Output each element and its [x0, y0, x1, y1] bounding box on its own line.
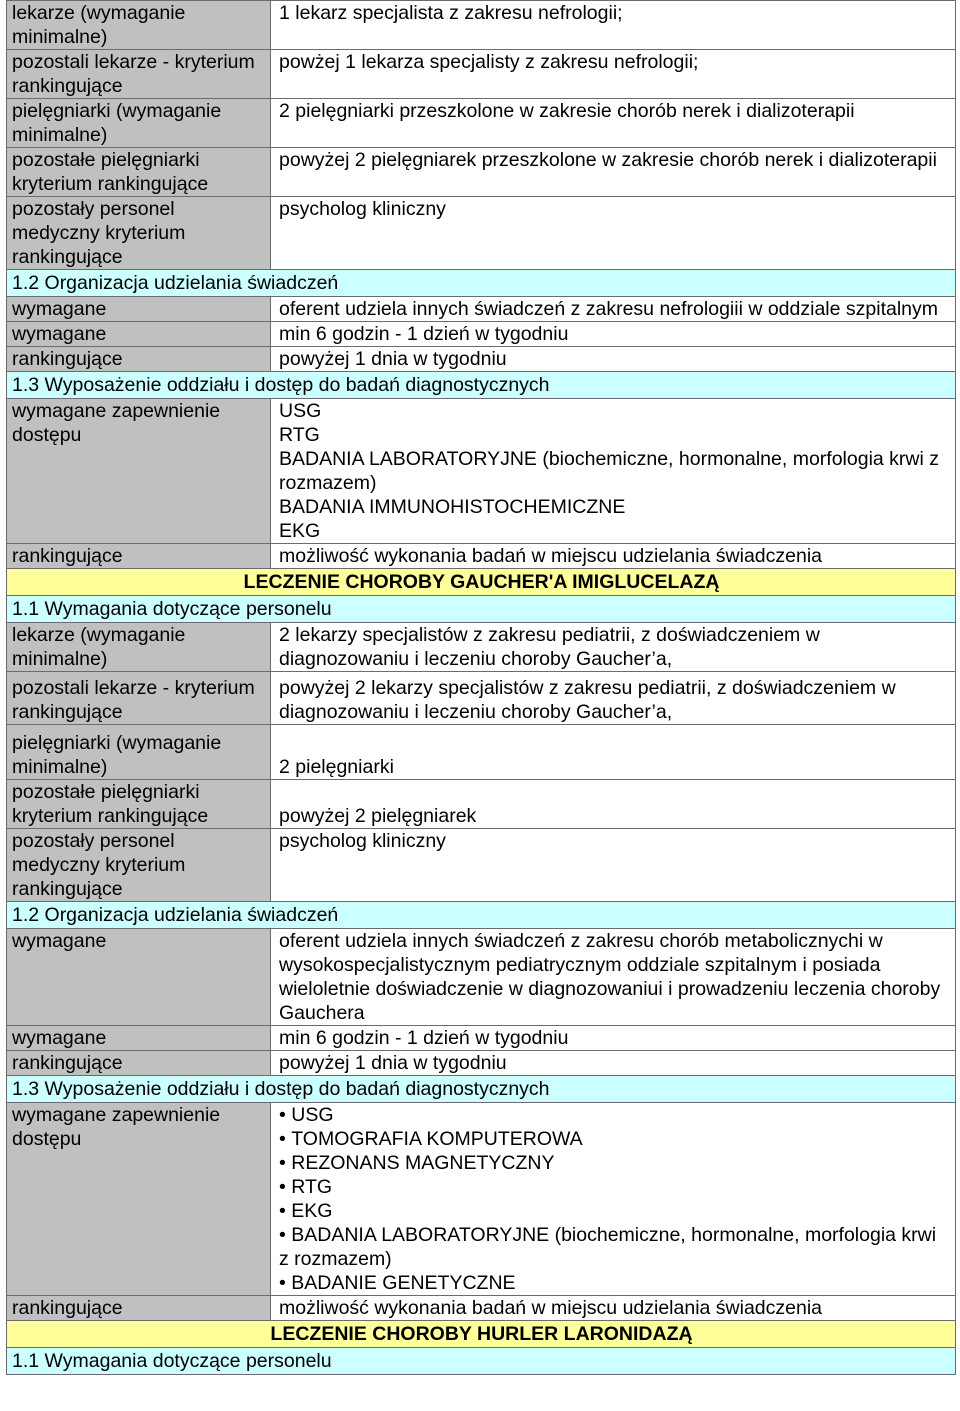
table-row: [7, 929, 956, 1026]
value-line: powyżej 2 pielęgniarek przeszkolone w zakresie chorób nerek i dializoterapii: [279, 149, 937, 171]
row-label: rankingujące: [7, 1296, 271, 1321]
row-value: [271, 929, 956, 1026]
value-line: EKG: [279, 520, 321, 542]
row-label: pozostałe pielęgniarki kryterium rankingujące: [7, 780, 271, 829]
row-value: [271, 725, 956, 780]
bullet-item: • BADANIE GENETYCZNE: [279, 1271, 951, 1295]
table-row: [7, 1026, 956, 1051]
section-title: 1.2 Organizacja udzielania świadczeń: [7, 270, 956, 297]
row-label: wymagane: [7, 297, 271, 322]
row-label: pozostali lekarze - kryterium rankingujące: [7, 50, 271, 99]
table-row: [7, 544, 956, 569]
section-header: [7, 1348, 956, 1375]
row-label: wymagane: [7, 929, 271, 1026]
row-value: [271, 197, 956, 270]
row-value: [271, 1296, 956, 1321]
bullet-item: • USG: [279, 1103, 951, 1127]
section-header: [7, 596, 956, 623]
row-value: [271, 148, 956, 197]
bullet-item: • TOMOGRAFIA KOMPUTEROWA: [279, 1127, 951, 1151]
bullet-item: • BADANIA LABORATORYJNE (biochemiczne, hormonalne, morfologia krwi z rozmazem): [279, 1223, 951, 1271]
table-row: [7, 197, 956, 270]
section-title: 1.2 Organizacja udzielania świadczeń: [7, 902, 956, 929]
value-line: powyżej 1 dnia w tygodniu: [279, 1052, 507, 1074]
value-line: BADANIA IMMUNOHISTOCHEMICZNE: [279, 496, 626, 518]
row-value: [271, 1026, 956, 1051]
section-header: [7, 902, 956, 929]
table-row: [7, 99, 956, 148]
row-value: [271, 780, 956, 829]
row-value: [271, 347, 956, 372]
value-line: min 6 godzin - 1 dzień w tygodniu: [279, 1027, 569, 1049]
row-label: lekarze (wymaganie minimalne): [7, 1, 271, 50]
table-row: [7, 780, 956, 829]
program-title-row: [7, 1321, 956, 1348]
row-value: [271, 322, 956, 347]
table-row: [7, 148, 956, 197]
program-title: LECZENIE CHOROBY HURLER LARONIDAZĄ: [7, 1321, 956, 1348]
value-line: 2 pielęgniarki: [279, 756, 394, 778]
row-label: wymagane zapewnienie dostępu: [7, 1103, 271, 1296]
section-header: [7, 372, 956, 399]
value-line: powyżej 2 pielęgniarek: [279, 805, 477, 827]
value-line: psycholog kliniczny: [279, 830, 446, 852]
row-label: rankingujące: [7, 544, 271, 569]
row-label: wymagane: [7, 322, 271, 347]
row-label: wymagane zapewnienie dostępu: [7, 399, 271, 544]
value-line: USG: [279, 400, 322, 422]
section-title: 1.3 Wyposażenie oddziału i dostęp do badań diagnostycznych: [7, 372, 956, 399]
row-value: [271, 1051, 956, 1076]
value-line: powyżej 1 dnia w tygodniu: [279, 348, 507, 370]
value-line: możliwość wykonania badań w miejscu udzielania świadczenia: [279, 545, 823, 567]
section-title: 1.1 Wymagania dotyczące personelu: [7, 596, 956, 623]
table-row: [7, 347, 956, 372]
value-line: 2 pielęgniarki przeszkolone w zakresie chorób nerek i dializoterapii: [279, 100, 855, 122]
table-row: [7, 399, 956, 544]
row-value: [271, 399, 956, 544]
row-value: [271, 672, 956, 725]
row-value: [271, 829, 956, 902]
value-line: oferent udziela innych świadczeń z zakresu chorób metabolicznychi w wysokospecjalistycznym pediatrycznym oddziale szpitalnym i posiada wieloletnie doświadczenie w diagnozowaniui i prowadzeniu leczenia choroby Gauchera: [279, 930, 941, 1024]
table-row: [7, 829, 956, 902]
row-value: [271, 1103, 956, 1296]
value-line: 2 lekarzy specjalistów z zakresu pediatrii, z doświadczeniem w diagnozowaniu i leczeniu choroby Gaucher’a,: [279, 624, 820, 670]
row-label: pozostali lekarze - kryterium rankingujące: [7, 672, 271, 725]
value-line: powyżej 2 lekarzy specjalistów z zakresu pediatrii, z doświadczeniem w diagnozowaniu i leczeniu choroby Gaucher’a,: [279, 677, 896, 723]
table-row: [7, 322, 956, 347]
table-row: [7, 623, 956, 672]
table-row: [7, 1296, 956, 1321]
bullet-item: • RTG: [279, 1175, 951, 1199]
row-value: [271, 50, 956, 99]
section-title: 1.3 Wyposażenie oddziału i dostęp do badań diagnostycznych: [7, 1076, 956, 1103]
row-label: pozostałe pielęgniarki kryterium rankingujące: [7, 148, 271, 197]
row-label: rankingujące: [7, 1051, 271, 1076]
row-label: wymagane: [7, 1026, 271, 1051]
row-label: pozostały personel medyczny kryterium rankingujące: [7, 197, 271, 270]
table-row: [7, 1103, 956, 1296]
row-label: pozostały personel medyczny kryterium rankingujące: [7, 829, 271, 902]
bullet-item: • EKG: [279, 1199, 951, 1223]
table-row: [7, 725, 956, 780]
value-line: RTG: [279, 424, 320, 446]
row-label: pielęgniarki (wymaganie minimalne): [7, 725, 271, 780]
section-title: 1.1 Wymagania dotyczące personelu: [7, 1348, 956, 1375]
program-title-row: [7, 569, 956, 596]
row-value: [271, 1, 956, 50]
bullet-item: • REZONANS MAGNETYCZNY: [279, 1151, 951, 1175]
value-line: oferent udziela innych świadczeń z zakresu nefrologiii w oddziale szpitalnym: [279, 298, 939, 320]
value-line: psycholog kliniczny: [279, 198, 446, 220]
section-header: [7, 1076, 956, 1103]
table-row: [7, 672, 956, 725]
row-label: lekarze (wymaganie minimalne): [7, 623, 271, 672]
value-line: możliwość wykonania badań w miejscu udzielania świadczenia: [279, 1297, 823, 1319]
value-line: 1 lekarz specjalista z zakresu nefrologii;: [279, 2, 623, 24]
program-title: LECZENIE CHOROBY GAUCHER'A IMIGLUCELAZĄ: [7, 569, 956, 596]
value-line: min 6 godzin - 1 dzień w tygodniu: [279, 323, 569, 345]
row-value: [271, 99, 956, 148]
row-value: [271, 297, 956, 322]
table-row: [7, 1051, 956, 1076]
value-line: powżej 1 lekarza specjalisty z zakresu nefrologii;: [279, 51, 699, 73]
value-line: BADANIA LABORATORYJNE (biochemiczne, hormonalne, morfologia krwi z rozmazem): [279, 448, 940, 494]
table-row: [7, 50, 956, 99]
row-label: pielęgniarki (wymaganie minimalne): [7, 99, 271, 148]
section-header: [7, 270, 956, 297]
row-value: [271, 544, 956, 569]
row-value: [271, 623, 956, 672]
row-label: rankingujące: [7, 347, 271, 372]
requirements-table: [6, 0, 956, 1375]
table-row: [7, 297, 956, 322]
table-row: [7, 1, 956, 50]
